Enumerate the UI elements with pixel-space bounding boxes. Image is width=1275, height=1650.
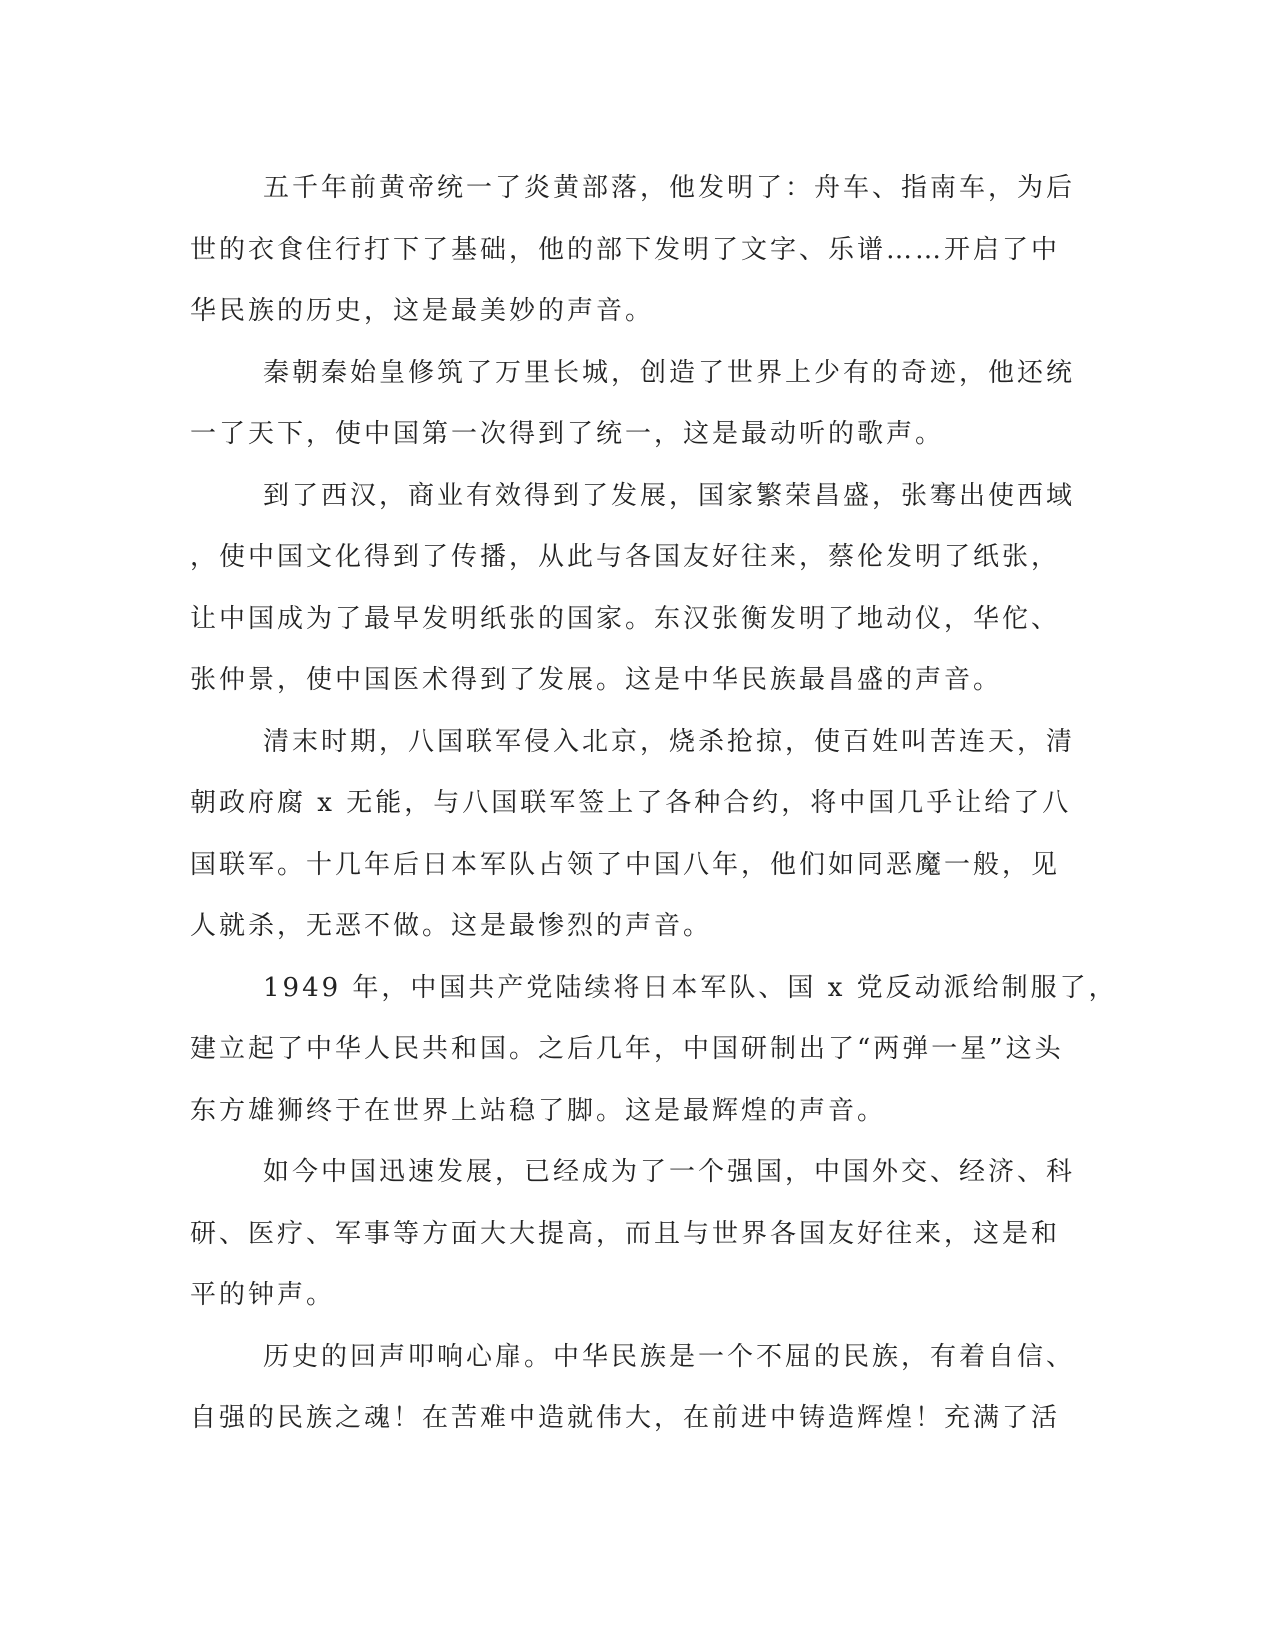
text-line: 自强的民族之魂！在苦难中造就伟大，在前进中铸造辉煌！充满了活 [190,1403,1061,1433]
text-line: 建立起了中华人民共和国。之后几年，中国研制出了“两弹一星”这头 [190,1034,1064,1064]
text-line: 人就杀，无恶不做。这是最惨烈的声音。 [190,911,713,941]
text-line: 到了西汉，商业有效得到了发展，国家繁荣昌盛，张骞出使西域 [263,480,1076,511]
paragraph-5 [190,958,1118,1143]
paragraph-4 [190,712,1090,958]
text-line: 张仲景，使中国医术得到了发展。这是中华民族最昌盛的声音。 [190,665,1003,695]
text-line: 平的钟声。 [190,1280,336,1310]
text-line: 东方雄狮终于在世界上站稳了脚。这是最辉煌的声音。 [190,1095,887,1126]
paragraph-2 [190,343,1090,466]
text-line: 历史的回声叩响心扉。中华民族是一个不屈的民族，有着自信、 [263,1341,1076,1372]
text-line: 让中国成为了最早发明纸张的国家。东汉张衡发明了地动仪，华佗、 [190,603,1061,634]
text-line: 1949 年，中国共产党陆续将日本军队、国 x 党反动派给制服了， [263,972,1118,1003]
text-line: 朝政府腐 x 无能，与八国联军签上了各种合约，将中国几乎让给了八 [190,788,1072,818]
text-line: 五千年前黄帝统一了炎黄部落，他发明了：舟车、指南车，为后 [263,173,1076,203]
document-body [190,158,1118,1450]
paragraph-7 [190,1327,1090,1450]
paragraph-6 [190,1142,1090,1327]
text-line: 国联军。十几年后日本军队占领了中国八年，他们如同恶魔一般，见 [190,849,1061,880]
paragraph-1 [190,158,1090,343]
text-line: 一了天下，使中国第一次得到了统一，这是最动听的歌声。 [190,419,945,449]
text-line: 华民族的历史，这是最美妙的声音。 [190,296,655,326]
text-line: 清末时期，八国联军侵入北京，烧杀抢掠，使百姓叫苦连天，清 [263,726,1076,757]
text-line: 秦朝秦始皇修筑了万里长城，创造了世界上少有的奇迹，他还统 [263,357,1076,388]
text-line: 如今中国迅速发展，已经成为了一个强国，中国外交、经济、科 [263,1157,1076,1187]
paragraph-3 [190,466,1090,712]
text-line: 世的衣食住行打下了基础，他的部下发明了文字、乐谱……开启了中 [190,234,1061,265]
text-line: ，使中国文化得到了传播，从此与各国友好往来，蔡伦发明了纸张， [190,542,1061,572]
text-line: 研、医疗、军事等方面大大提高，而且与世界各国友好往来，这是和 [190,1218,1061,1249]
